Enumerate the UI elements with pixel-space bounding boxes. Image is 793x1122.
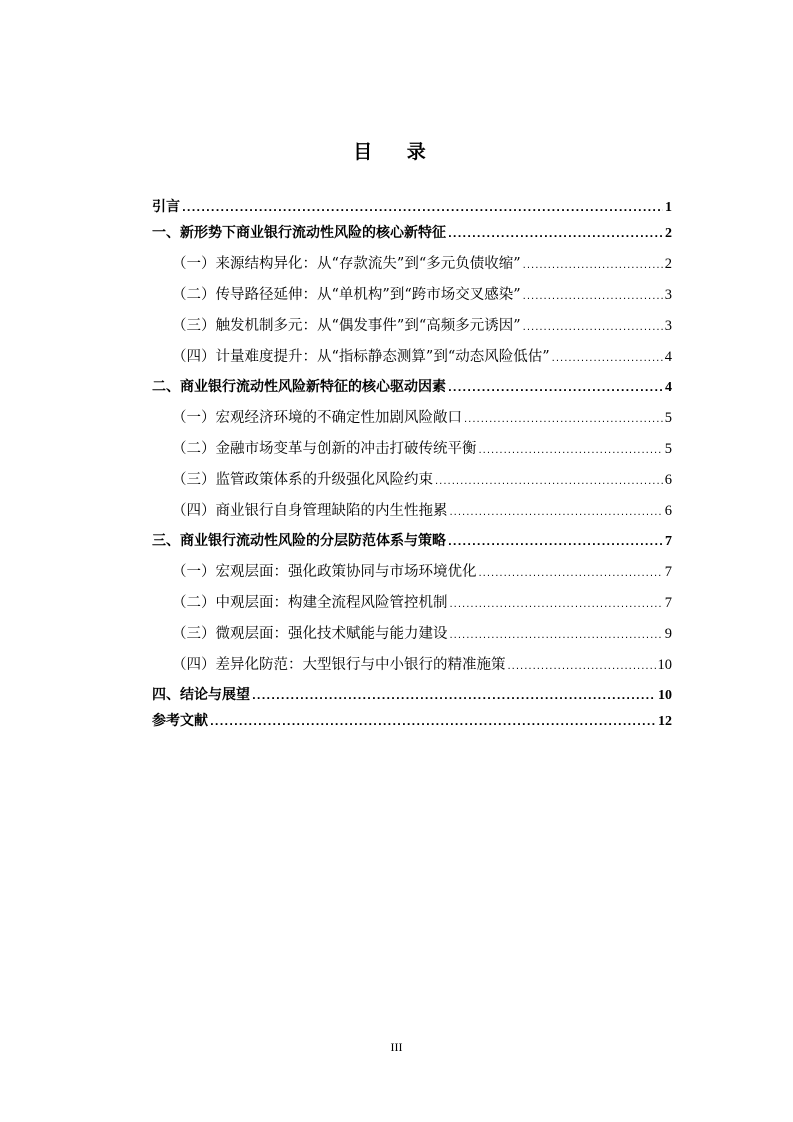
toc-entry-text: 金融市场变革与创新的冲击打破传统平衡: [215, 441, 477, 457]
toc-entry-number: （二）: [172, 441, 216, 457]
toc-entry-references[interactable]: [152, 710, 672, 736]
toc-entry-number: （一）: [172, 256, 216, 272]
toc-leader-dots: [252, 691, 656, 702]
toc-entry-3-3[interactable]: [152, 622, 672, 653]
toc-leader-dots: [435, 476, 663, 487]
toc-entry-number: （三）: [172, 318, 216, 334]
toc-entry-page: 6: [664, 503, 672, 519]
toc-leader-dots: [448, 537, 663, 548]
toc-leader-dots: [210, 717, 656, 728]
toc-entry-chapter-3[interactable]: [152, 530, 672, 556]
toc-entry-page: 12: [658, 714, 672, 729]
toc-entry-number: 一、: [152, 225, 180, 241]
toc-entry-1-3[interactable]: [152, 314, 672, 345]
toc-entry-text: 宏观层面：强化政策协同与市场环境优化: [215, 564, 477, 580]
toc-entry-page: 2: [665, 226, 672, 241]
toc-entry-page: 5: [664, 410, 672, 426]
page-number: III: [390, 1040, 403, 1054]
toc-entry-text: 传导路径延伸：从“单机构”到“跨市场交叉感染”: [215, 287, 521, 303]
toc-entry-number: （三）: [172, 472, 216, 488]
toc-entry-text: 商业银行流动性风险的分层防范体系与策略: [180, 533, 446, 549]
toc-entry-2-4[interactable]: [152, 499, 672, 530]
toc-entry-page: 10: [657, 657, 672, 673]
toc-entry-text: 监管政策体系的升级强化风险约束: [215, 472, 433, 488]
toc-entry-number: （一）: [172, 410, 216, 426]
toc-entry-number: （二）: [172, 595, 216, 611]
toc-entry-number: 三、: [152, 533, 180, 549]
toc-entry-page: 4: [665, 380, 672, 395]
toc-entry-number: （一）: [172, 564, 216, 580]
toc-entry-text: 宏观经济环境的不确定性加剧风险敞口: [215, 410, 462, 426]
toc-entry-text: 商业银行自身管理缺陷的内生性拖累: [215, 503, 448, 519]
toc-entry-page: 7: [665, 534, 672, 549]
toc-leader-dots: [450, 599, 663, 610]
toc-entry-chapter-1[interactable]: [152, 222, 672, 248]
toc-entry-number: （三）: [172, 626, 216, 642]
toc-entry-chapter-4[interactable]: [152, 684, 672, 710]
toc-entry-page: 7: [664, 595, 672, 611]
toc-entry-text: 微观层面：强化技术赋能与能力建设: [215, 626, 448, 642]
toc-entry-text: 差异化防范：大型银行与中小银行的精准施策: [215, 657, 506, 673]
toc-entry-2-3[interactable]: [152, 468, 672, 499]
toc-entry-page: 6: [664, 472, 672, 488]
toc-entry-text: 中观层面：构建全流程风险管控机制: [215, 595, 448, 611]
toc-entry-text: 来源结构异化：从“存款流失”到“多元负债收缩”: [215, 256, 521, 272]
table-of-contents: [152, 196, 672, 736]
toc-entry-text: 新形势下商业银行流动性风险的核心新特征: [180, 225, 446, 241]
toc-entry-page: 2: [664, 256, 672, 272]
toc-entry-text: 计量难度提升：从“指标静态测算”到“动态风险低估”: [215, 349, 550, 365]
toc-entry-1-1[interactable]: [152, 252, 672, 283]
toc-leader-dots: [523, 260, 663, 271]
toc-entry-intro[interactable]: [152, 196, 672, 222]
toc-leader-dots: [508, 661, 656, 672]
toc-entry-text: 引言: [152, 199, 180, 215]
toc-entry-text: 结论与展望: [180, 687, 250, 703]
toc-entry-page: 1: [665, 200, 672, 215]
toc-leader-dots: [464, 414, 663, 425]
toc-entry-page: 7: [664, 564, 672, 580]
toc-leader-dots: [450, 507, 663, 518]
toc-entry-page: 3: [664, 318, 672, 334]
toc-entry-1-4[interactable]: [152, 345, 672, 376]
toc-leader-dots: [448, 229, 663, 240]
toc-entry-number: （四）: [172, 657, 216, 673]
toc-entry-1-2[interactable]: [152, 283, 672, 314]
toc-entry-number: （四）: [172, 349, 216, 365]
toc-leader-dots: [523, 322, 663, 333]
toc-entry-text: 触发机制多元：从“偶发事件”到“高频多元诱因”: [215, 318, 521, 334]
toc-entry-3-1[interactable]: [152, 560, 672, 591]
toc-leader-dots: [450, 630, 663, 641]
toc-entry-text: 参考文献: [152, 713, 208, 729]
toc-leader-dots: [182, 203, 663, 214]
toc-entry-page: 3: [664, 287, 672, 303]
toc-leader-dots: [448, 383, 663, 394]
toc-leader-dots: [523, 291, 663, 302]
toc-entry-3-2[interactable]: [152, 591, 672, 622]
toc-entry-page: 5: [664, 441, 672, 457]
toc-entry-page: 9: [664, 626, 672, 642]
toc-leader-dots: [479, 445, 663, 456]
toc-entry-number: （二）: [172, 287, 216, 303]
toc-leader-dots: [479, 568, 663, 579]
toc-title: 目 录: [353, 141, 440, 163]
toc-entry-number: 二、: [152, 379, 180, 395]
toc-leader-dots: [552, 353, 663, 364]
toc-entry-2-2[interactable]: [152, 437, 672, 468]
toc-entry-number: （四）: [172, 503, 216, 519]
toc-entry-chapter-2[interactable]: [152, 376, 672, 402]
toc-entry-3-4[interactable]: [152, 653, 672, 684]
toc-entry-2-1[interactable]: [152, 406, 672, 437]
toc-entry-text: 商业银行流动性风险新特征的核心驱动因素: [180, 379, 446, 395]
toc-entry-page: 4: [664, 349, 672, 365]
toc-entry-number: 四、: [152, 687, 180, 703]
toc-entry-page: 10: [658, 688, 672, 703]
